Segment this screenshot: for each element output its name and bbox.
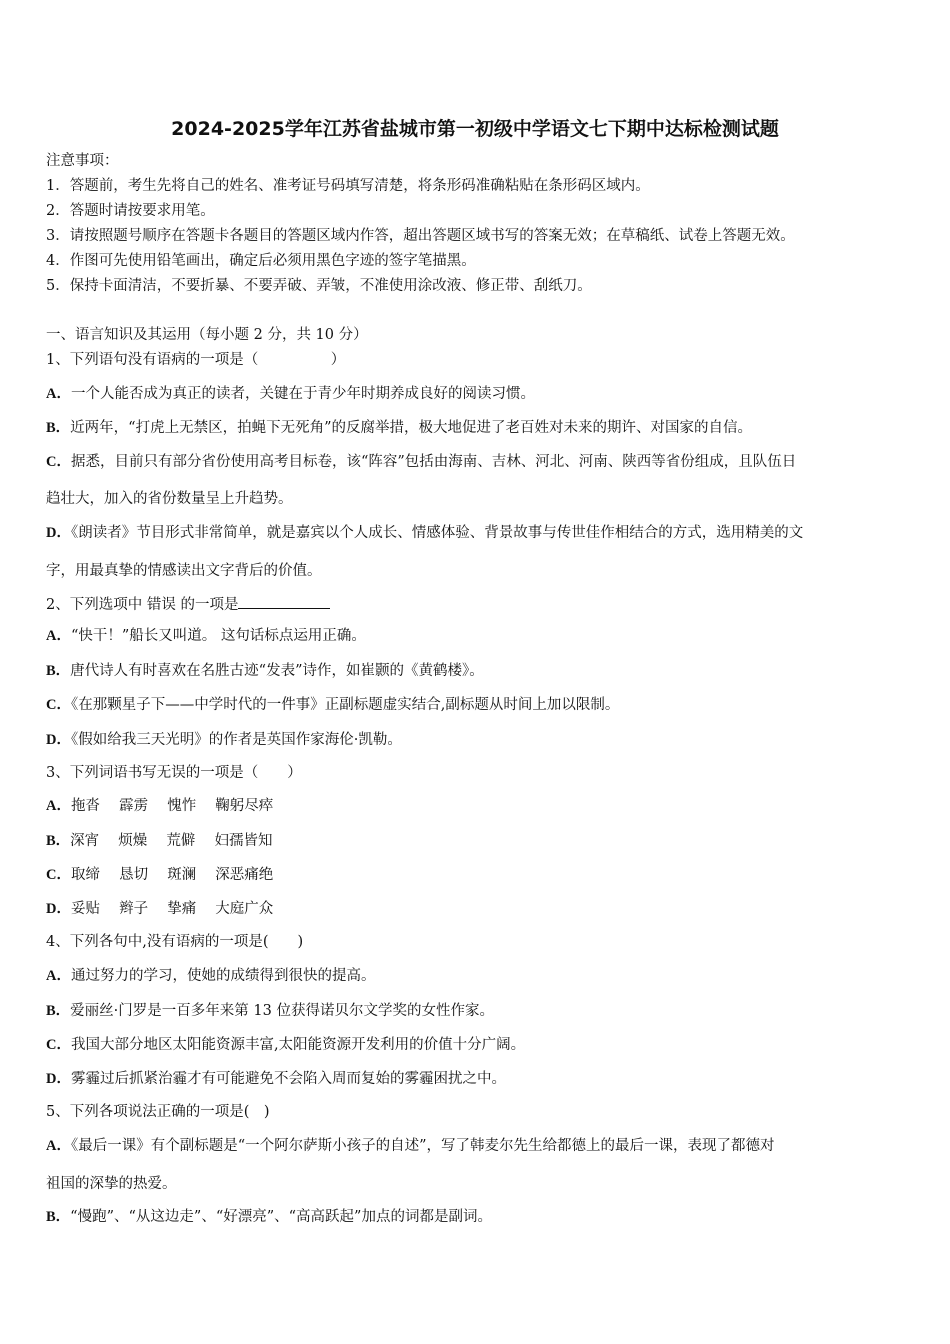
- question-stem: 2、下列选项中 错误 的一项是: [46, 597, 239, 613]
- option-line: [46, 696, 619, 714]
- option-line: [46, 1137, 775, 1155]
- option-letter: C．: [46, 1037, 71, 1053]
- option-letter: B．: [46, 833, 71, 849]
- option-line: [46, 731, 402, 749]
- option-text: “慢跑”、“从这边走”、“好漂亮”、“高高跃起”加点的词都是副词。: [70, 1209, 492, 1225]
- option-line: [46, 832, 273, 850]
- option-letter: D．: [46, 1071, 71, 1087]
- option-text: 通过努力的学习，使她的成绩得到很快的提高。: [70, 968, 376, 984]
- option-text: 深宵 烦燥 荒僻 妇孺皆知: [70, 833, 273, 849]
- option-line: [46, 900, 273, 918]
- option-letter: A．: [46, 798, 71, 814]
- option-line: [46, 524, 803, 542]
- option-line: [46, 797, 273, 815]
- option-text: 唐代诗人有时喜欢在名胜古迹“发表”诗作，如崔颢的《黄鹤楼》。: [70, 663, 484, 679]
- question-stem: 3、下列词语书写无误的一项是（ ）: [46, 765, 302, 781]
- notice-item: 4．作图可先使用铅笔画出，确定后必须用黑色字迹的签字笔描黑。: [46, 253, 476, 269]
- option-letter: C．: [46, 697, 71, 713]
- option-line: [46, 1002, 494, 1020]
- option-letter: D．: [46, 901, 71, 917]
- option-letter: A．: [46, 628, 71, 644]
- option-text: 《最后一课》有个副标题是“一个阿尔萨斯小孩子的自述”，写了韩麦尔先生给都德上的最后一课，表现了都德对: [70, 1138, 775, 1154]
- section-heading: 一、语言知识及其运用（每小题 2 分，共 10 分）: [46, 327, 368, 343]
- question-stem: 1、下列语句没有语病的一项是（ ）: [46, 352, 346, 368]
- option-text: 《朗读者》节目形式非常简单，就是嘉宾以个人成长、情感体验、背景故事与传世佳作相结合的方式，选用精美的文: [70, 525, 804, 541]
- answer-blank: [238, 594, 330, 609]
- option-text: 取缔 恳切 斑澜 深恶痛绝: [70, 867, 274, 883]
- notice-item: 3．请按照题号顺序在答题卡各题目的答题区域内作答，超出答题区域书写的答案无效；在草稿纸、试卷上答题无效。: [46, 228, 795, 244]
- notice-item: 5．保持卡面清洁，不要折暴、不要弄破、弄皱，不准使用涂改液、修正带、刮纸刀。: [46, 278, 592, 294]
- option-line: [46, 967, 375, 985]
- notice-heading: 注意事项：: [46, 153, 119, 169]
- option-line: [46, 385, 535, 403]
- option-line: [46, 1036, 525, 1054]
- notice-item: 2．答题时请按要求用笔。: [46, 203, 215, 219]
- question-stem-line: [46, 594, 330, 614]
- option-continuation: 趋壮大，加入的省份数量呈上升趋势。: [46, 491, 293, 507]
- option-letter: B．: [46, 1209, 71, 1225]
- option-continuation: 字，用最真挚的情感读出文字背后的价值。: [46, 563, 322, 579]
- option-letter: D．: [46, 732, 71, 748]
- notice-item: 1．答题前，考生先将自己的姓名、准考证号码填写清楚，将条形码准确粘贴在条形码区域内。: [46, 178, 650, 194]
- option-letter: A．: [46, 386, 71, 402]
- option-letter: A．: [46, 1138, 71, 1154]
- question-stem: 4、下列各句中,没有语病的一项是( ): [46, 934, 304, 950]
- option-letter: B．: [46, 1003, 71, 1019]
- option-letter: B．: [46, 663, 71, 679]
- option-text: 《在那颗星子下——中学时代的一件事》正副标题虚实结合,副标题从时间上加以限制。: [70, 697, 620, 713]
- option-text: 据悉，目前只有部分省份使用高考目标卷，该“阵容”包括由海南、吉林、河北、河南、陕西等省份组成，且队伍日: [70, 454, 797, 470]
- option-letter: C．: [46, 454, 71, 470]
- option-text: 妥贴 辫子 挚痛 大庭广众: [70, 901, 274, 917]
- option-line: [46, 419, 752, 437]
- option-letter: D．: [46, 525, 71, 541]
- option-line: [46, 1208, 492, 1226]
- option-text: 爱丽丝·门罗是一百多年来第 13 位获得诺贝尔文学奖的女性作家。: [70, 1003, 494, 1019]
- option-line: [46, 453, 796, 471]
- option-continuation: 祖国的深挚的热爱。: [46, 1176, 177, 1192]
- option-text: 拖沓 霹雳 愧怍 鞠躬尽瘁: [70, 798, 274, 814]
- option-letter: B．: [46, 420, 71, 436]
- option-line: [46, 662, 484, 680]
- option-text: 我国大部分地区太阳能资源丰富,太阳能资源开发利用的价值十分广阔。: [70, 1037, 526, 1053]
- option-line: [46, 627, 366, 645]
- option-line: [46, 866, 273, 884]
- option-text: 一个人能否成为真正的读者，关键在于青少年时期养成良好的阅读习惯。: [70, 386, 535, 402]
- option-letter: C．: [46, 867, 71, 883]
- page-title: 2024-2025学年江苏省盐城市第一初级中学语文七下期中达标检测试题: [171, 118, 779, 140]
- option-text: 近两年，“打虎上无禁区，拍蝇下无死角”的反腐举措，极大地促进了老百姓对未来的期许、对国家的自信。: [70, 420, 752, 436]
- option-text: “快干！”船长又叫道。 这句话标点运用正确。: [70, 628, 366, 644]
- option-letter: A．: [46, 968, 71, 984]
- option-text: 《假如给我三天光明》的作者是英国作家海伦·凯勒。: [70, 732, 402, 748]
- option-line: [46, 1070, 506, 1088]
- question-stem: 5、下列各项说法正确的一项是( ): [46, 1104, 270, 1120]
- option-text: 雾霾过后抓紧治霾才有可能避免不会陷入周而复始的雾霾困扰之中。: [70, 1071, 506, 1087]
